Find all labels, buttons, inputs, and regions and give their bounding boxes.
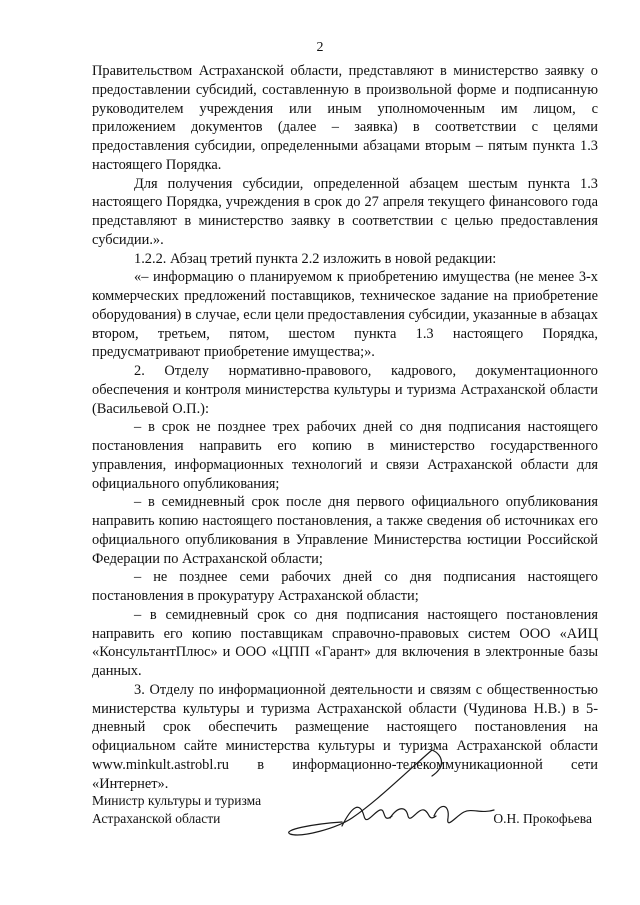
signatory-title-line2: Астраханской области [92, 811, 221, 826]
paragraph-item-3: 3. Отделу по информационной деятельности и связям с общественностью министерства культуры и туризма Астраханской области (Чудинова Н.В.) в 5-дневный срок обеспечить размещение настоящего постановления на официальном сайте министерства культуры и туризма Астраханской области www.minkult.astrobl.ru в информационно-телекоммуникационной сети «Интернет». [92, 681, 598, 792]
page-number: 2 [316, 40, 324, 55]
paragraph-subsidy-deadline: Для получения субсидии, определенной абзацем шестым пункта 1.3 настоящего Порядка, учреждения в срок до 27 апреля текущего финансового года представляют в министерство заявку в соответствии с целью предоставления субсидии.». [92, 175, 598, 248]
signatory-name: О.Н. Прокофьева [493, 811, 592, 826]
paragraph-item-2-sub-3: – не позднее семи рабочих дней со дня подписания настоящего постановления в прокуратуру Астраханской области; [92, 569, 598, 604]
paragraph-item-2-sub-1: – в срок не позднее трех рабочих дней со дня подписания настоящего постановления направить его копию в министерство государственного управления, информационных технологий и связи Астраханской области для официального опубликования; [92, 419, 598, 492]
paragraph-quoted-text: «– информацию о планируемом к приобретению имущества (не менее 3-х коммерческих предложений поставщиков, техническое задание на приобретение оборудования) в случае, если цели предоставления субсидии, указанные в абзацах втором, третьем, пятом, шестом пункта 1.3 настоящего Порядка, предусматривают приобретение имущества;». [92, 269, 598, 361]
signature-block [92, 792, 602, 872]
signatory-title-line1: Министр культуры и туризма [92, 793, 262, 808]
paragraph-item-2: 2. Отделу нормативно-правового, кадрового, документационного обеспечения и контроля министерства культуры и туризма Астраханской области (Васильевой О.П.): [92, 363, 598, 417]
paragraph-item-2-sub-4: – в семидневный срок со дня подписания настоящего постановления направить его копию поставщикам справочно-правовых систем ООО «АИЦ «КонсультантПлюс» и ООО «ЦПП «Гарант» для включения в электронные базы данных. [92, 606, 598, 679]
signatory-title [92, 792, 261, 828]
handwritten-signature [282, 746, 512, 846]
document-body [92, 62, 598, 793]
paragraph-item-2-sub-2: – в семидневный срок после дня первого официального опубликования направить копию настоящего постановления, а также сведения об источниках его официального опубликования в Управление Министерства юстиции Российской Федерации по Астраханской области; [92, 494, 598, 567]
paragraph-continuation: Правительством Астраханской области, представляют в министерство заявку о предоставлении субсидий, составленную в произвольной форме и подписанную руководителем учреждения или иным уполномоченным им лицом, с приложением документов (далее – заявка) в соответствии с целями предоставления субсидии, определенными абзацами вторым – пятым пункта 1.3 настоящего Порядка. [92, 63, 598, 173]
paragraph-amendment-1-2-2: 1.2.2. Абзац третий пункта 2.2 изложить в новой редакции: [134, 250, 497, 267]
